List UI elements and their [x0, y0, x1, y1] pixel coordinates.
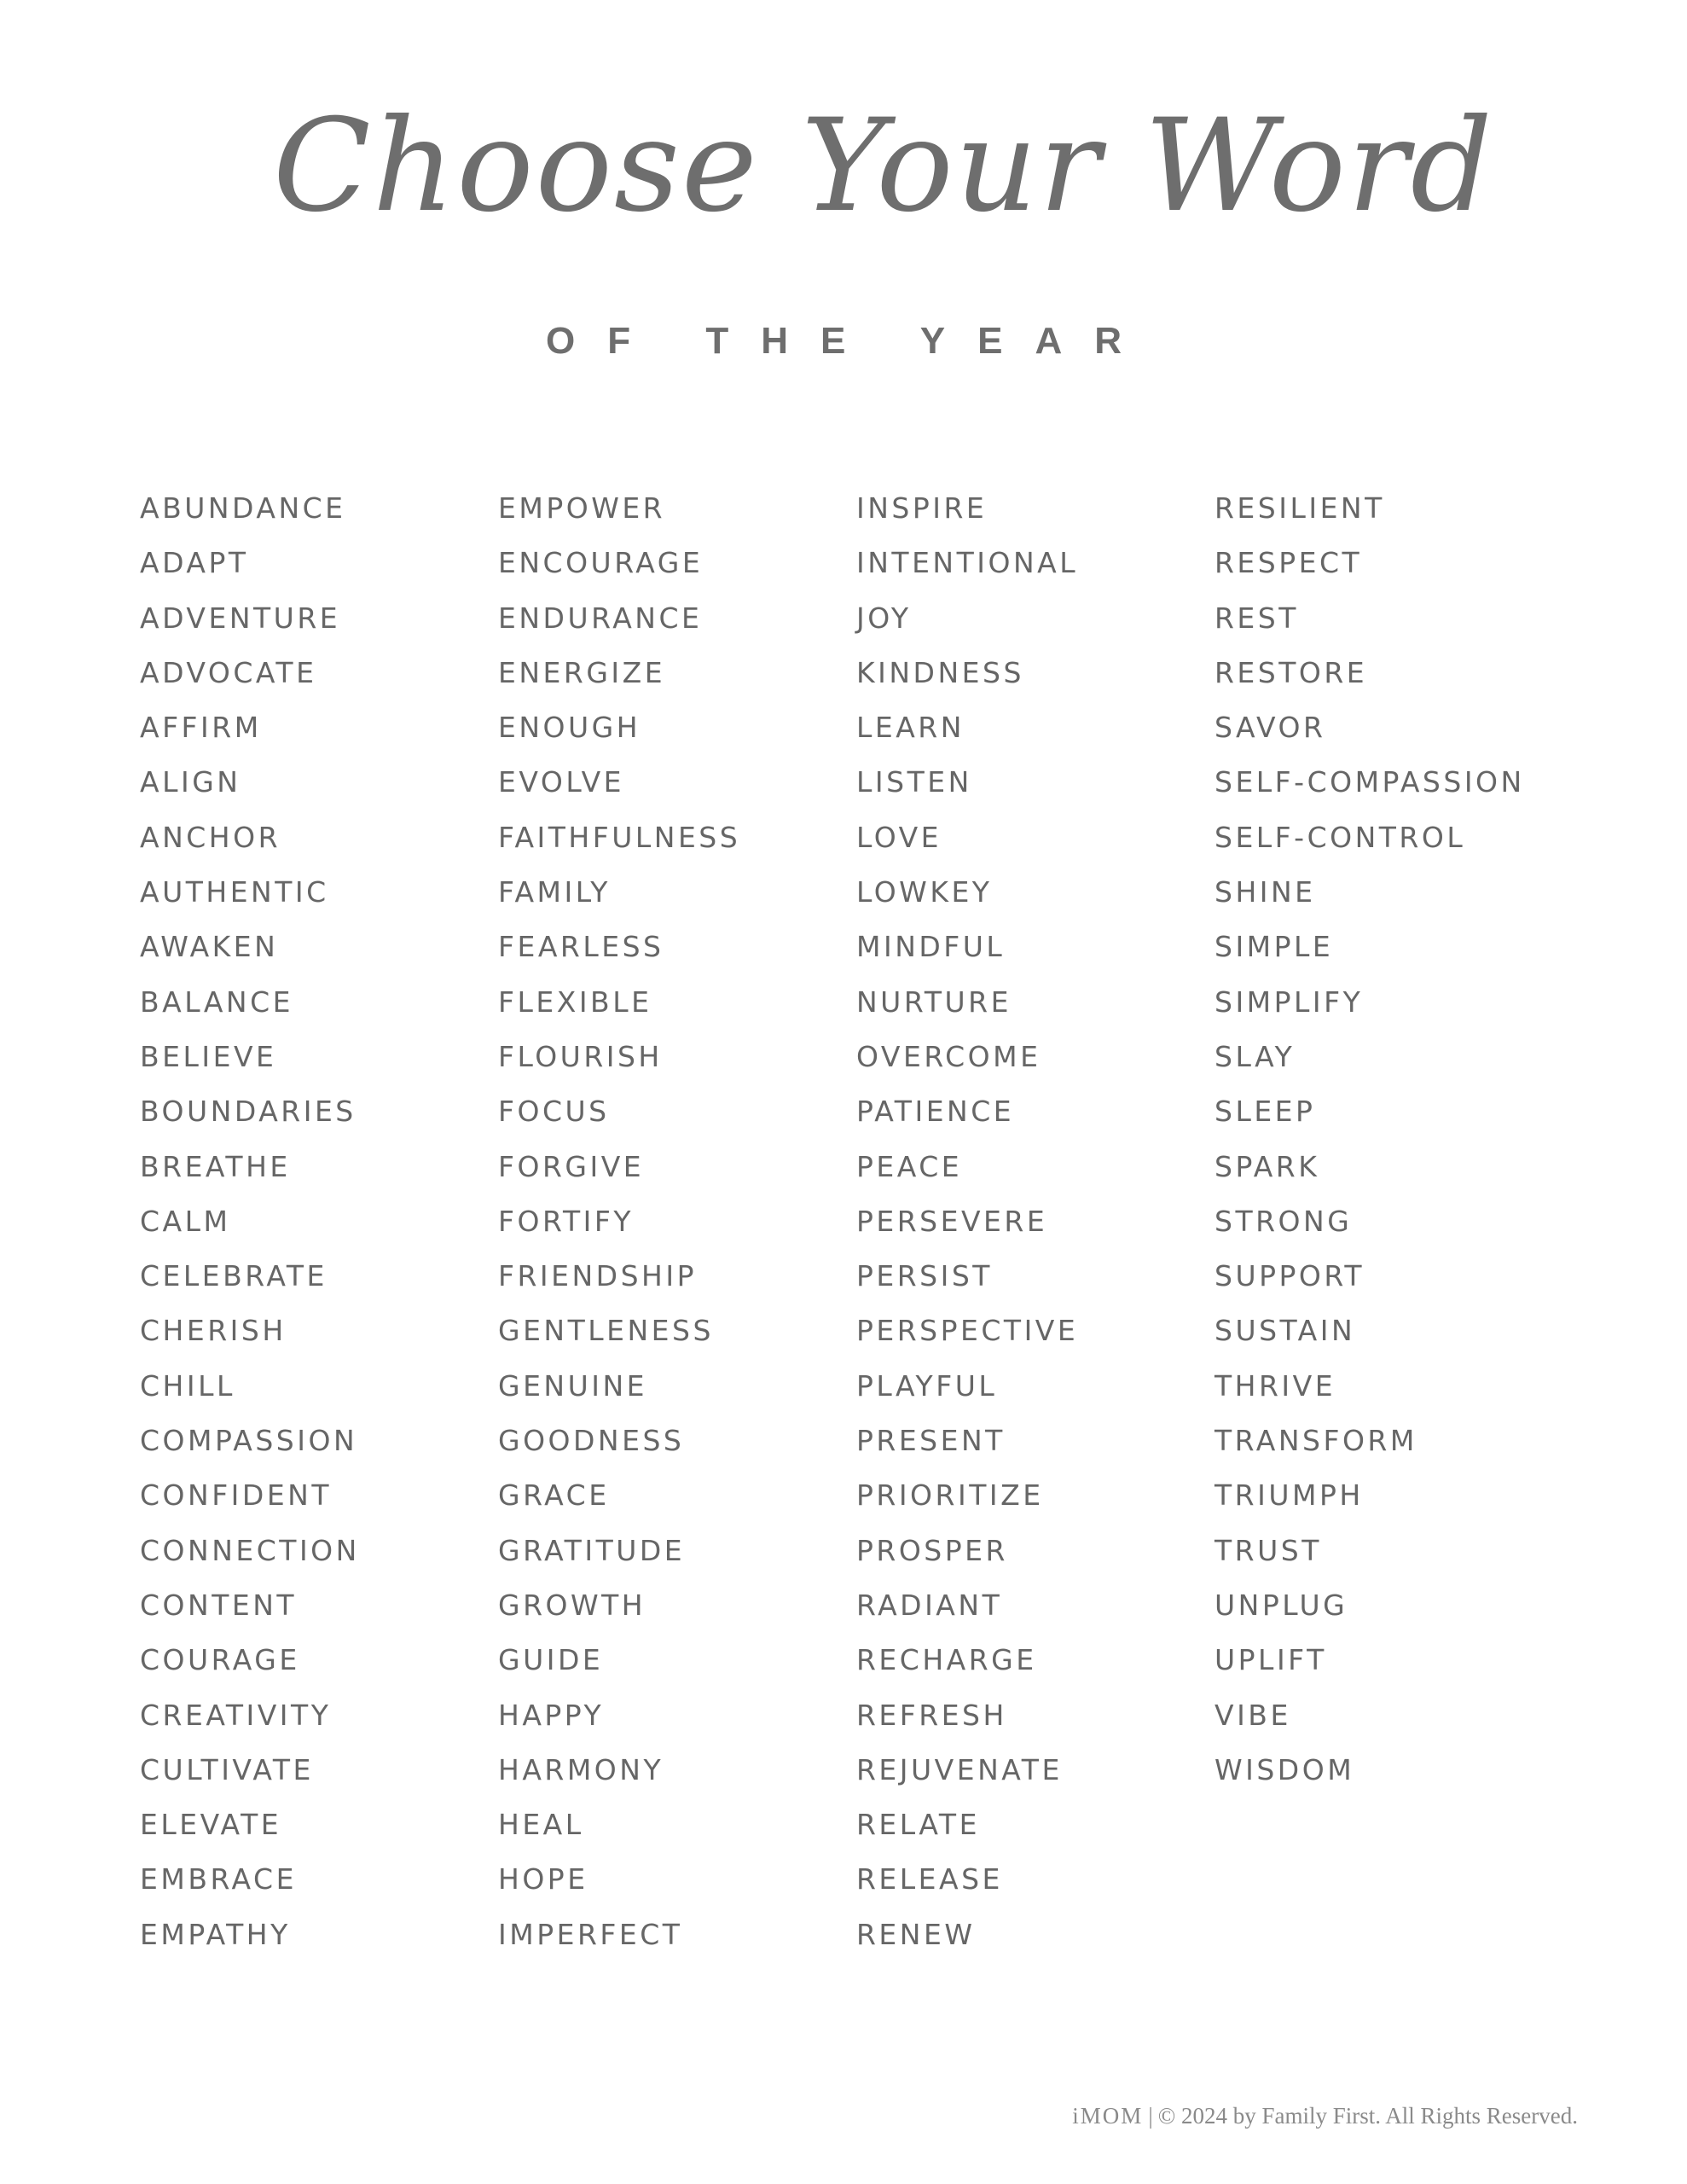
word-item: PERSPECTIVE	[856, 1314, 1079, 1348]
word-item: KINDNESS	[856, 655, 1024, 689]
word-item: JOY	[856, 601, 912, 635]
word-item: CHERISH	[140, 1314, 287, 1348]
word-item: IMPERFECT	[498, 1917, 683, 1951]
word-item: GENUINE	[498, 1368, 648, 1403]
word-item: SHINE	[1215, 875, 1316, 909]
word-item: BOUNDARIES	[140, 1095, 357, 1129]
word-item: VIBE	[1215, 1698, 1291, 1732]
word-item: INSPIRE	[856, 491, 988, 525]
word-item: EMBRACE	[140, 1862, 297, 1896]
word-item: ENCOURAGE	[498, 546, 704, 580]
word-item: ABUNDANCE	[140, 491, 346, 525]
word-item: GRACE	[498, 1478, 610, 1513]
word-item: LISTEN	[856, 765, 972, 799]
page-subtitle: OF THE YEAR	[546, 320, 1155, 362]
word-item: ANCHOR	[140, 820, 281, 854]
word-item: GROWTH	[498, 1588, 646, 1622]
word-item: HAPPY	[498, 1698, 605, 1732]
word-item: CONFIDENT	[140, 1478, 333, 1513]
word-item: AWAKEN	[140, 930, 279, 964]
word-item: WISDOM	[1215, 1752, 1355, 1786]
word-item: SLEEP	[1215, 1095, 1316, 1129]
word-item: ENDURANCE	[498, 601, 703, 635]
word-item: OVERCOME	[856, 1039, 1041, 1073]
word-item: BREATHE	[140, 1149, 291, 1183]
word-item: ADVENTURE	[140, 601, 341, 635]
word-item: PLAYFUL	[856, 1368, 998, 1403]
word-column-4	[1215, 486, 1573, 1803]
word-item: CELEBRATE	[140, 1259, 328, 1293]
word-item: TRANSFORM	[1215, 1424, 1417, 1458]
word-item: FORTIFY	[498, 1204, 635, 1238]
word-item: ENERGIZE	[498, 655, 666, 689]
word-item: RADIANT	[856, 1588, 1003, 1622]
word-item: BELIEVE	[140, 1039, 277, 1073]
title-block	[0, 0, 1687, 401]
word-item: RELEASE	[856, 1862, 1003, 1896]
word-item: PROSPER	[856, 1533, 1008, 1567]
word-item: ENOUGH	[498, 711, 641, 745]
word-item: FORGIVE	[498, 1149, 645, 1183]
word-item: AFFIRM	[140, 711, 262, 745]
word-item: GENTLENESS	[498, 1314, 714, 1348]
word-item: ADAPT	[140, 546, 249, 580]
word-item: RESPECT	[1215, 546, 1363, 580]
word-item: REFRESH	[856, 1698, 1007, 1732]
word-column-2	[498, 486, 856, 1967]
word-item: RELATE	[856, 1808, 980, 1842]
footer-text: © 2024 by Family First. All Rights Reserved.	[1157, 2103, 1578, 2129]
word-item: CONNECTION	[140, 1533, 360, 1567]
word-item: GRATITUDE	[498, 1533, 686, 1567]
word-item: UPLIFT	[1215, 1643, 1327, 1677]
word-item: SAVOR	[1215, 711, 1326, 745]
word-item: CULTIVATE	[140, 1752, 314, 1786]
word-item: ADVOCATE	[140, 655, 317, 689]
word-item: EVOLVE	[498, 765, 625, 799]
word-item: RESTORE	[1215, 655, 1368, 689]
word-item: ELEVATE	[140, 1808, 282, 1842]
word-item: FOCUS	[498, 1095, 610, 1129]
word-item: LEARN	[856, 711, 965, 745]
word-item: LOVE	[856, 820, 942, 854]
word-item: FEARLESS	[498, 930, 664, 964]
word-list	[140, 486, 1607, 1954]
word-item: FAITHFULNESS	[498, 820, 741, 854]
word-item: SPARK	[1215, 1149, 1320, 1183]
word-item: FLOURISH	[498, 1039, 663, 1073]
footer-separator: |	[1148, 2103, 1153, 2129]
word-item: UNPLUG	[1215, 1588, 1348, 1622]
word-item: MINDFUL	[856, 930, 1006, 964]
word-item: HEAL	[498, 1808, 584, 1842]
word-item: INTENTIONAL	[856, 546, 1079, 580]
word-item: PERSEVERE	[856, 1204, 1048, 1238]
word-item: SUSTAIN	[1215, 1314, 1356, 1348]
word-item: LOWKEY	[856, 875, 993, 909]
footer-copyright	[938, 2103, 1578, 2129]
word-item: CONTENT	[140, 1588, 298, 1622]
word-item: RESILIENT	[1215, 491, 1385, 525]
word-item: TRIUMPH	[1215, 1478, 1364, 1513]
footer-brand: iMOM	[1072, 2103, 1144, 2129]
page-title: Choose Your Word	[273, 92, 1494, 241]
word-item: ALIGN	[140, 765, 241, 799]
word-item: FLEXIBLE	[498, 985, 652, 1019]
word-item: PRESENT	[856, 1424, 1006, 1458]
word-column-1	[140, 486, 498, 1967]
word-item: SIMPLE	[1215, 930, 1334, 964]
word-item: HARMONY	[498, 1752, 664, 1786]
word-item: REST	[1215, 601, 1299, 635]
word-item: PEACE	[856, 1149, 963, 1183]
word-item: THRIVE	[1215, 1368, 1336, 1403]
word-item: REJUVENATE	[856, 1752, 1063, 1786]
word-item: SELF-CONTROL	[1215, 820, 1466, 854]
word-item: PRIORITIZE	[856, 1478, 1044, 1513]
word-item: PATIENCE	[856, 1095, 1015, 1129]
word-item: RENEW	[856, 1917, 976, 1951]
word-item: SLAY	[1215, 1039, 1296, 1073]
word-item: SELF-COMPASSION	[1215, 765, 1525, 799]
word-column-3	[856, 486, 1215, 1967]
word-item: HOPE	[498, 1862, 588, 1896]
word-item: CREATIVITY	[140, 1698, 332, 1732]
word-item: EMPOWER	[498, 491, 666, 525]
word-item: NURTURE	[856, 985, 1012, 1019]
word-item: FRIENDSHIP	[498, 1259, 697, 1293]
word-item: BALANCE	[140, 985, 294, 1019]
word-item: SIMPLIFY	[1215, 985, 1364, 1019]
word-item: RECHARGE	[856, 1643, 1037, 1677]
word-item: STRONG	[1215, 1204, 1353, 1238]
word-item: COURAGE	[140, 1643, 300, 1677]
word-item: PERSIST	[856, 1259, 993, 1293]
word-item: FAMILY	[498, 875, 611, 909]
word-item: SUPPORT	[1215, 1259, 1365, 1293]
word-item: GOODNESS	[498, 1424, 685, 1458]
word-item: CALM	[140, 1204, 231, 1238]
word-item: AUTHENTIC	[140, 875, 329, 909]
word-item: EMPATHY	[140, 1917, 291, 1951]
word-item: COMPASSION	[140, 1424, 358, 1458]
word-item: CHILL	[140, 1368, 235, 1403]
word-item: GUIDE	[498, 1643, 604, 1677]
word-item: TRUST	[1215, 1533, 1322, 1567]
